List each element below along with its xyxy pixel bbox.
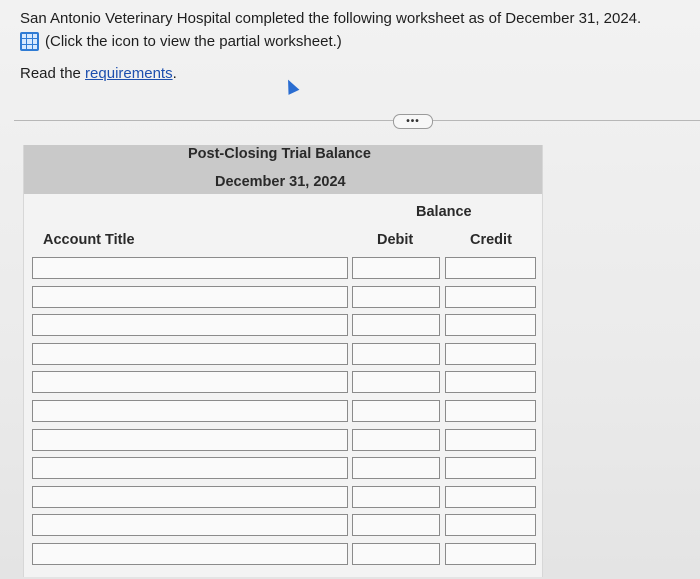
account-title-input[interactable] [32, 514, 348, 536]
credit-input[interactable] [445, 257, 536, 279]
debit-input[interactable] [352, 314, 440, 336]
debit-input[interactable] [352, 543, 440, 565]
table-row [24, 543, 542, 567]
debit-header: Debit [377, 232, 414, 248]
table-row [24, 400, 542, 424]
debit-input[interactable] [352, 514, 440, 536]
table-row [24, 286, 542, 310]
table-row [24, 343, 542, 367]
account-title-input[interactable] [32, 486, 348, 508]
read-requirements-line [20, 65, 177, 82]
credit-input[interactable] [445, 543, 536, 565]
table-row [24, 314, 542, 338]
table-row [24, 257, 542, 281]
expand-more-button[interactable] [393, 114, 433, 129]
account-title-header: Account Title [43, 232, 135, 248]
account-title-input[interactable] [32, 429, 348, 451]
table-date: December 31, 2024 [215, 174, 346, 190]
credit-input[interactable] [445, 457, 536, 479]
debit-input[interactable] [352, 371, 440, 393]
problem-statement: San Antonio Veterinary Hospital completed the following worksheet as of December 31, 2024. [20, 10, 642, 27]
table-title: Post-Closing Trial Balance [188, 146, 371, 162]
read-suffix: . [172, 65, 177, 82]
debit-input[interactable] [352, 486, 440, 508]
table-row [24, 486, 542, 510]
account-title-input[interactable] [32, 457, 348, 479]
debit-input[interactable] [352, 257, 440, 279]
debit-input[interactable] [352, 343, 440, 365]
spreadsheet-grid-icon[interactable] [20, 32, 39, 51]
credit-input[interactable] [445, 286, 536, 308]
account-title-input[interactable] [32, 371, 348, 393]
credit-input[interactable] [445, 400, 536, 422]
read-prefix: Read the [20, 65, 86, 82]
debit-input[interactable] [352, 429, 440, 451]
section-divider [14, 120, 700, 121]
requirements-link[interactable]: requirements [85, 65, 173, 82]
credit-input[interactable] [445, 371, 536, 393]
credit-input[interactable] [445, 343, 536, 365]
credit-input[interactable] [445, 314, 536, 336]
table-row [24, 429, 542, 453]
trial-balance-table [23, 145, 543, 577]
credit-header: Credit [470, 232, 512, 248]
account-title-input[interactable] [32, 257, 348, 279]
table-row [24, 457, 542, 481]
worksheet-link-text: (Click the icon to view the partial worksheet.) [45, 33, 342, 50]
table-row [24, 371, 542, 395]
credit-input[interactable] [445, 486, 536, 508]
credit-input[interactable] [445, 514, 536, 536]
more-dots: ••• [406, 115, 420, 127]
account-title-input[interactable] [32, 314, 348, 336]
debit-input[interactable] [352, 286, 440, 308]
debit-input[interactable] [352, 457, 440, 479]
balance-header: Balance [416, 204, 472, 220]
account-title-input[interactable] [32, 400, 348, 422]
account-title-input[interactable] [32, 543, 348, 565]
table-row [24, 514, 542, 538]
account-title-input[interactable] [32, 343, 348, 365]
debit-input[interactable] [352, 400, 440, 422]
worksheet-line [20, 32, 342, 51]
account-title-input[interactable] [32, 286, 348, 308]
mouse-pointer-icon [283, 77, 300, 95]
credit-input[interactable] [445, 429, 536, 451]
